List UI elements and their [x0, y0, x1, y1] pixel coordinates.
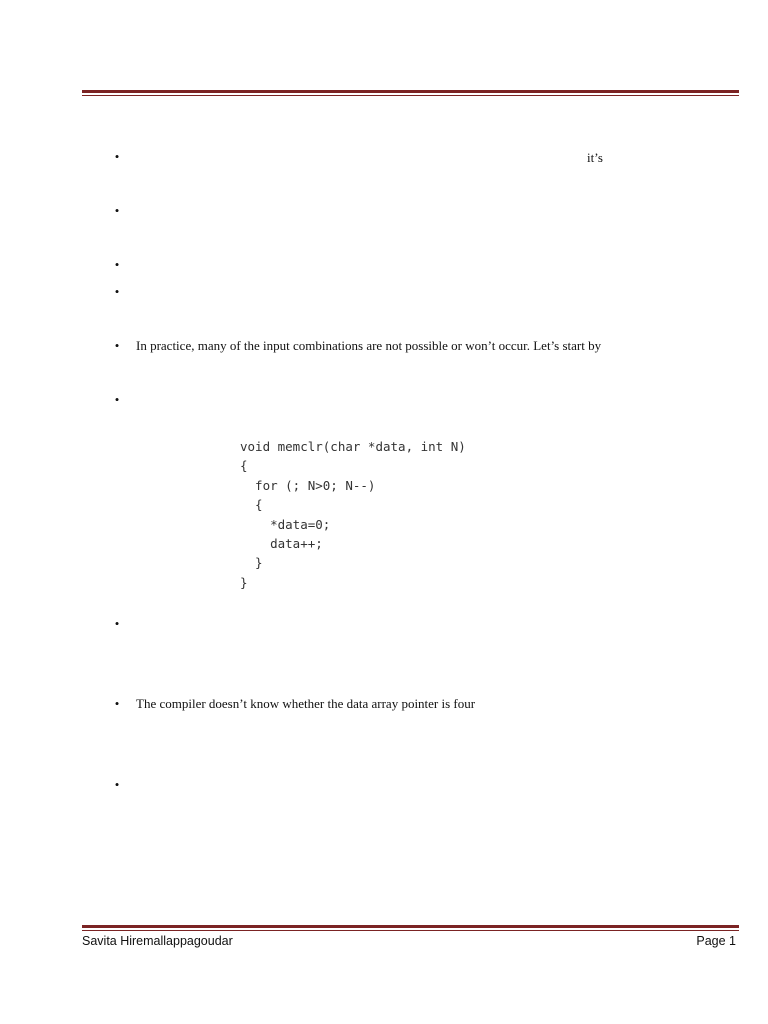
- code-line: *data=0;: [240, 516, 331, 532]
- footer-page-number: Page 1: [696, 934, 736, 948]
- text-fragment: it’s: [587, 150, 603, 165]
- code-line: {: [240, 497, 263, 513]
- footer-rule-thin: [82, 930, 739, 931]
- bullet-text: The compiler doesn’t know whether the data array pointer is four: [136, 696, 476, 711]
- code-block: [240, 437, 466, 592]
- bullet-marker: •: [114, 149, 120, 164]
- code-line: data++;: [240, 535, 323, 551]
- footer-rule-thick: [82, 925, 739, 928]
- bullet-marker: •: [114, 284, 120, 299]
- header-rule-thin: [82, 95, 739, 96]
- code-line: for (; N>0; N--): [240, 477, 376, 493]
- bullet-marker: •: [114, 392, 120, 407]
- bullet-marker: •: [114, 203, 120, 218]
- bullet-marker: •: [114, 777, 120, 792]
- code-line: }: [240, 555, 263, 571]
- code-line: void memclr(char *data, int N): [240, 439, 466, 454]
- header-rule-thick: [82, 90, 739, 93]
- footer-author: Savita Hiremallappagoudar: [82, 934, 233, 948]
- bullet-marker: •: [114, 616, 120, 631]
- bullet-marker: •: [114, 338, 120, 353]
- code-line: {: [240, 458, 248, 474]
- code-line: }: [240, 574, 248, 590]
- bullet-marker: •: [114, 696, 120, 711]
- bullet-marker: •: [114, 257, 120, 272]
- bullet-text: In practice, many of the input combinations are not possible or won’t occur. Let’s start by: [136, 338, 602, 353]
